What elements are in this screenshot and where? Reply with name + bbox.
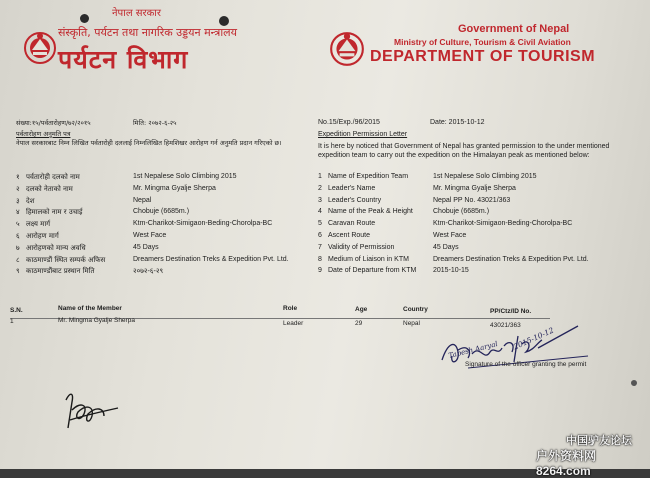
member-country: Nepal	[403, 320, 420, 327]
row-np-number: ७	[16, 244, 20, 252]
row-np-number: ९	[16, 267, 20, 275]
row-label: Name of the Peak & Height	[328, 208, 413, 215]
row-np-value: Mr. Mingma Gyalje Sherpa	[133, 185, 216, 192]
punch-hole-left	[80, 14, 89, 23]
nepal-emblem-left-icon	[24, 30, 56, 66]
row-np-label: दलको नेताको नाम	[26, 185, 73, 193]
row-np-value: Nepal	[133, 197, 152, 204]
row-label: Medium of Liaison in KTM	[328, 256, 409, 263]
np-reference: संख्या:१५/पर्वतारोहण/७२/२०१५	[16, 119, 91, 127]
members-header-age: Age	[355, 306, 368, 313]
row-value: Ktm-Charikot-Simigaon-Beding-Chorolpa-BC	[433, 220, 573, 227]
letter-subject: Expedition Permission Letter	[318, 131, 408, 138]
punch-hole-bottom	[631, 380, 637, 386]
row-value: Dreamers Destination Treks & Expedition Pvt. Ltd.	[433, 256, 589, 263]
row-number: 3	[318, 197, 322, 204]
row-number: 7	[318, 244, 322, 251]
members-header-country: Country	[403, 306, 428, 313]
row-value: 45 Days	[433, 244, 459, 251]
np-gov-label: नेपाल सरकार	[112, 8, 161, 19]
np-department-title: पर्यटन विभाग	[58, 45, 189, 74]
letter-body-text: It is here by noticed that Government of Nepal has granted permission to the under mentioned expedition team to carry out the expedition on the Himalayan peak as mentioned below:	[318, 143, 610, 159]
row-value: Chobuje (6685m.)	[433, 208, 490, 215]
member-age: 29	[355, 320, 363, 327]
row-np-number: २	[16, 185, 20, 193]
row-number: 8	[318, 256, 322, 263]
row-np-value: २०७२-६-२९	[133, 268, 164, 275]
row-np-value: 45 Days	[133, 244, 159, 251]
row-np-label: देश	[26, 197, 35, 205]
row-np-number: ५	[16, 220, 20, 228]
row-label: Leader's Name	[328, 185, 376, 192]
member-id: 43021/363	[490, 322, 521, 329]
row-value: 2015-10-15	[433, 267, 469, 274]
row-np-value: Chobuje (6685m.)	[133, 208, 190, 215]
row-np-label: आरोहणको मान्य अवधि	[26, 244, 86, 252]
signature-caption: Signature of the officer granting the permit	[465, 361, 587, 368]
row-number: 6	[318, 232, 322, 239]
np-ministry-label: संस्कृति, पर्यटन तथा नागरिक उड्डयन मन्त्रालय	[58, 26, 238, 39]
watermark-line-1: 中国驴友论坛	[566, 435, 632, 447]
row-number: 5	[318, 220, 322, 227]
row-np-label: पर्वतारोही दलको नाम	[26, 173, 80, 181]
row-value: 1st Nepalese Solo Climbing 2015	[433, 173, 537, 180]
row-label: Ascent Route	[328, 232, 371, 239]
en-department-title: DEPARTMENT OF TOURISM	[370, 48, 596, 65]
row-np-number: ६	[16, 232, 20, 240]
members-header-role: Role	[283, 305, 298, 312]
row-np-label: काठमाण्डौं स्थित सम्पर्क अफिस	[26, 256, 106, 264]
row-number: 9	[318, 267, 322, 274]
row-label: Caravan Route	[328, 220, 376, 227]
np-date: मिति: २०७२-६-२५	[133, 119, 177, 127]
row-np-value: West Face	[133, 232, 167, 239]
watermark-line-2: 户外资料网 8264.com	[536, 449, 597, 478]
row-np-value: Ktm-Charikot-Simigaon-Beding-Chorolpa-BC	[133, 220, 273, 227]
en-ministry-label: Ministry of Culture, Tourism & Civil Aviation	[394, 37, 571, 47]
row-number: 4	[318, 208, 322, 215]
row-label: Date of Departure from KTM	[328, 267, 417, 274]
signature-date: 2015-10-12	[512, 325, 556, 352]
row-np-number: १	[16, 173, 20, 181]
members-header-sn: S.N.	[10, 307, 23, 314]
members-header-id: PP/Ctz/ID No.	[490, 308, 532, 315]
member-sn: 1	[10, 318, 14, 325]
np-subject: पर्वतारोहण अनुमति पत्र	[16, 130, 71, 138]
row-value: Nepal PP No. 43021/363	[433, 197, 511, 204]
signature-name: Tapesh Aaryal	[447, 340, 499, 360]
member-role: Leader	[283, 320, 304, 327]
row-value: Mr. Mingma Gyalje Sherpa	[433, 185, 516, 192]
letter-date: Date: 2015-10-12	[430, 119, 485, 126]
initials-signature	[60, 388, 140, 434]
row-np-number: ४	[16, 208, 20, 216]
row-value: West Face	[433, 232, 467, 239]
row-label: Validity of Permission	[328, 244, 395, 251]
row-np-value: Dreamers Destination Treks & Expedition Pvt. Ltd.	[133, 256, 289, 263]
members-header-name: Name of the Member	[58, 305, 122, 312]
row-np-value: 1st Nepalese Solo Climbing 2015	[133, 173, 237, 180]
en-gov-label: Government of Nepal	[458, 23, 570, 35]
row-np-label: लक्ष्य मार्ग	[26, 220, 51, 228]
row-np-label: आरोहण मार्ग	[26, 232, 59, 240]
row-label: Name of Expedition Team	[328, 173, 409, 180]
nepal-emblem-right-icon	[330, 30, 364, 68]
row-np-number: ३	[16, 197, 20, 205]
row-number: 1	[318, 173, 322, 180]
row-number: 2	[318, 185, 322, 192]
reference-number: No.15/Exp./96/2015	[318, 119, 380, 126]
row-np-label: काठमाण्डौंबाट प्रस्थान मिति	[26, 267, 95, 275]
row-np-label: हिमालको नाम र उचाई	[26, 208, 83, 216]
member-name: Mr. Mingma Gyalje Sherpa	[58, 317, 135, 324]
np-body-text: नेपाल सरकारबाट निम्न लिखित पर्वतारोही दललाई निम्नलिखित हिमशिखर आरोहण गर्न अनुमति प्रदान गरिएको छ।	[16, 139, 282, 147]
row-np-number: ८	[16, 256, 20, 264]
row-label: Leader's Country	[328, 197, 382, 204]
